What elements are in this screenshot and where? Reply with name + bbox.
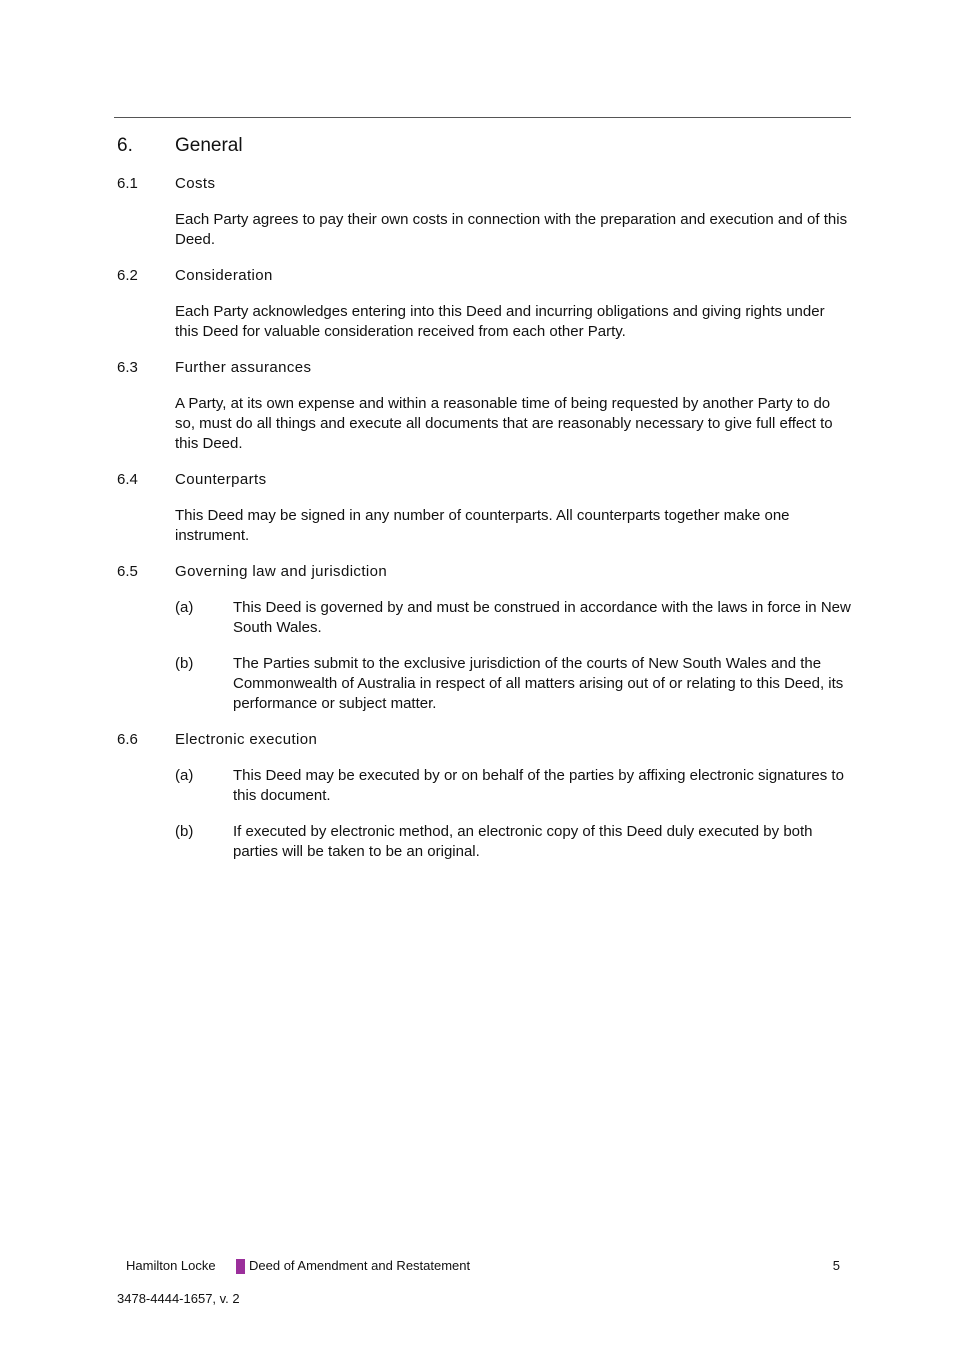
section-number: 6. [117,135,133,156]
clause-text-counterparts: This Deed may be signed in any number of counterparts. All counterparts together make one instrument. [175,507,790,544]
clause-number: 6.4 [117,471,138,488]
clause-number: 6.2 [117,267,138,284]
sub-clause [175,654,851,714]
sub-clause [175,766,851,806]
sub-clause [175,598,851,638]
page-footer [126,1257,840,1275]
document-body [117,133,851,878]
clause-text-consideration: Each Party acknowledges entering into this Deed and incurring obligations and giving rights under this Deed for valuable consideration received from each other Party. [175,303,825,340]
footer-firm-name: Hamilton Locke [126,1258,216,1273]
clause-text-costs: Each Party agrees to pay their own costs in connection with the preparation and execution and of this Deed. [175,211,848,248]
sub-clause [175,822,851,862]
sub-clause-label: (b) [175,655,194,672]
clause-number: 6.5 [117,563,138,580]
header-rule [114,117,851,118]
clause-heading-governing-law [117,562,851,582]
clause-heading-electronic-execution [117,730,851,750]
sub-clause-text: This Deed is governed by and must be construed in accordance with the laws in force in New South Wales. [233,599,851,636]
sub-clause-text: If executed by electronic method, an electronic copy of this Deed duly executed by both parties will be taken to be an original. [233,823,813,860]
section-heading [117,133,851,159]
sub-clause-label: (b) [175,823,194,840]
clause-title: Electronic execution [175,731,318,748]
clause-number: 6.6 [117,731,138,748]
clause-title: Consideration [175,267,273,284]
clause-heading-further-assurances [117,358,851,378]
clause-title: Costs [175,175,216,192]
clause-heading-consideration [117,266,851,286]
clause-heading-costs [117,174,851,194]
clause-number: 6.1 [117,175,138,192]
clause-heading-counterparts [117,470,851,490]
footer-accent-bar [236,1259,245,1274]
page-number: 5 [832,1258,840,1273]
section-title: General [175,135,243,156]
clause-title: Counterparts [175,471,267,488]
clause-number: 6.3 [117,359,138,376]
clause-text-further-assurances: A Party, at its own expense and within a reasonable time of being requested by another Party to do so, must do all things and execute all documents that are reasonably necessary to give full effect to this Deed. [175,395,833,452]
sub-clause-label: (a) [175,767,194,784]
sub-clause-label: (a) [175,599,194,616]
sub-clause-text: This Deed may be executed by or on behalf of the parties by affixing electronic signatures to this document. [233,767,844,804]
clause-title: Further assurances [175,359,312,376]
document-reference: 3478-4444-1657, v. 2 [117,1291,240,1306]
sub-clause-text: The Parties submit to the exclusive jurisdiction of the courts of New South Wales and the Commonwealth of Australia in respect of all matters arising out of or relating to this Deed, its performance or subject matter. [233,655,844,712]
footer-document-title: Deed of Amendment and Restatement [249,1258,471,1273]
clause-title: Governing law and jurisdiction [175,563,388,580]
